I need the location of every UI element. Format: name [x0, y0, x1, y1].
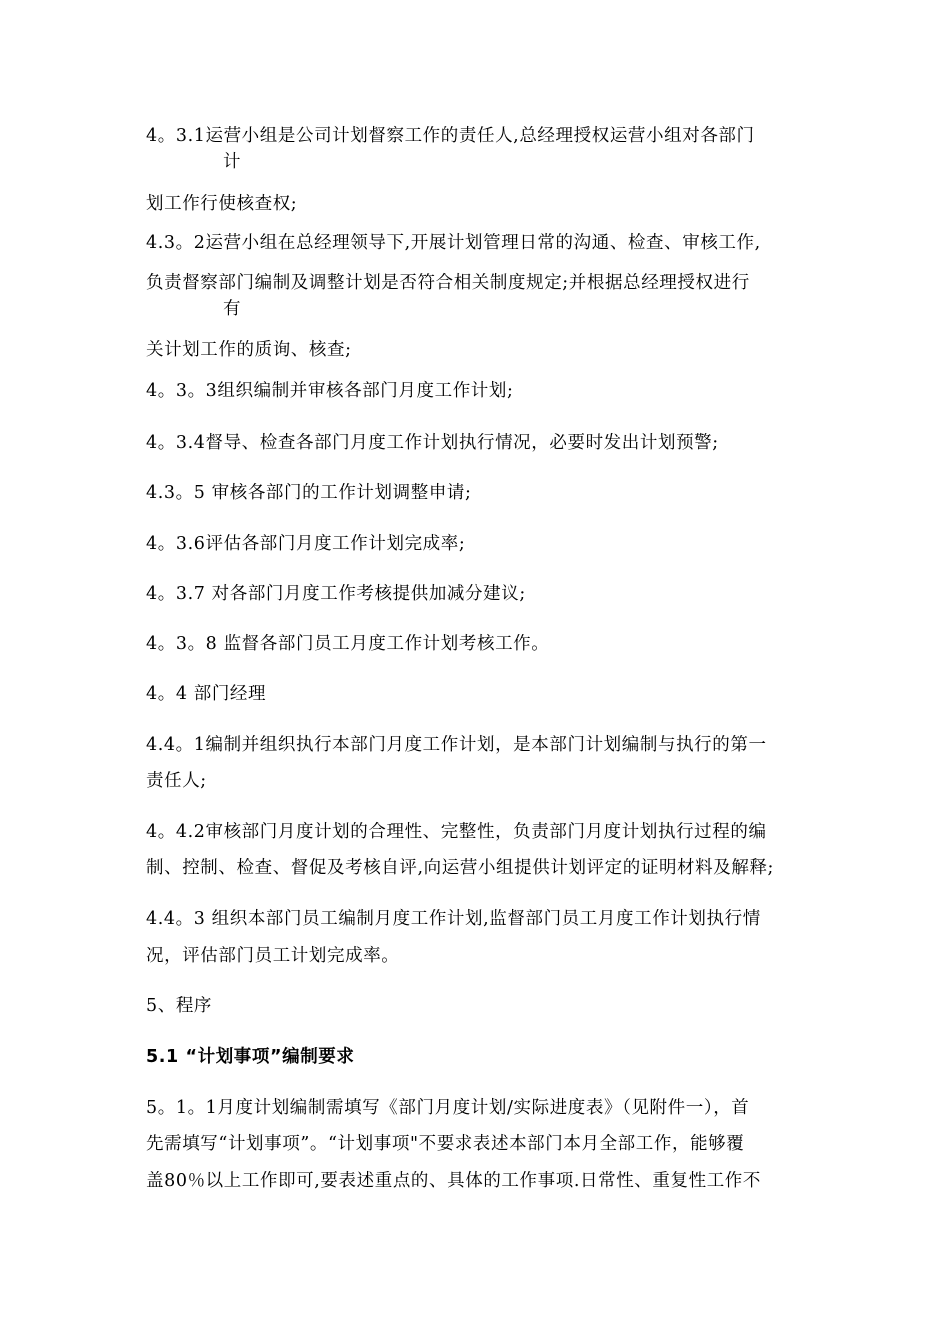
- text-line: 4。3.6评估各部门月度工作计划完成率;: [146, 534, 466, 554]
- text-line: 4.3。5 审核各部门的工作计划调整申请;: [146, 483, 472, 503]
- text-line: 关计划工作的质询、核查;: [146, 340, 352, 360]
- text-line: 负责督察部门编制及调整计划是否符合相关制度规定;并根据总经理授权进行: [146, 273, 750, 293]
- text-line: 4。3.7 对各部门月度工作考核提供加减分建议;: [146, 584, 526, 604]
- text-line: 4。3.1运营小组是公司计划督察工作的责任人,总经理授权运营小组对各部门: [146, 126, 755, 146]
- text-line: 盖80％以上工作即可,要表述重点的、具体的工作事项.日常性、重复性工作不: [146, 1171, 761, 1191]
- text-line: 制、控制、检查、督促及考核自评,向运营小组提供计划评定的证明材料及解释;: [146, 858, 775, 878]
- text-line: 责任人;: [146, 771, 207, 791]
- text-line: 有: [223, 299, 242, 319]
- subsection-heading: 5.1 “计划事项”编制要求: [146, 1047, 355, 1067]
- text-line: 5。1。1月度计划编制需填写《部门月度计划/实际进度表》（见附件一），首: [146, 1098, 750, 1118]
- section-heading: 4。4 部门经理: [146, 684, 267, 704]
- text-line: 4.3。2运营小组在总经理领导下,开展计划管理日常的沟通、检查、审核工作,: [146, 233, 761, 253]
- text-line: 4.4。3 组织本部门员工编制月度工作计划,监督部门员工月度工作计划执行情: [146, 909, 761, 929]
- text-line: 4。3。3组织编制并审核各部门月度工作计划;: [146, 381, 514, 401]
- text-line: 划工作行使核查权;: [146, 194, 298, 214]
- text-line: 先需填写“计划事项”。“计划事项"不要求表述本部门本月全部工作，能够覆: [146, 1134, 745, 1154]
- text-line: 4。4.2审核部门月度计划的合理性、完整性，负责部门月度计划执行过程的编: [146, 822, 767, 842]
- text-line: 4.4。1编制并组织执行本部门月度工作计划，是本部门计划编制与执行的第一: [146, 735, 767, 755]
- text-line: 4。3.4督导、检查各部门月度工作计划执行情况，必要时发出计划预警;: [146, 433, 719, 453]
- text-line: 况，评估部门员工计划完成率。: [146, 946, 400, 966]
- text-line: 计: [223, 152, 242, 172]
- text-line: 4。3。8 监督各部门员工月度工作计划考核工作。: [146, 634, 550, 654]
- section-heading: 5、程序: [146, 996, 213, 1016]
